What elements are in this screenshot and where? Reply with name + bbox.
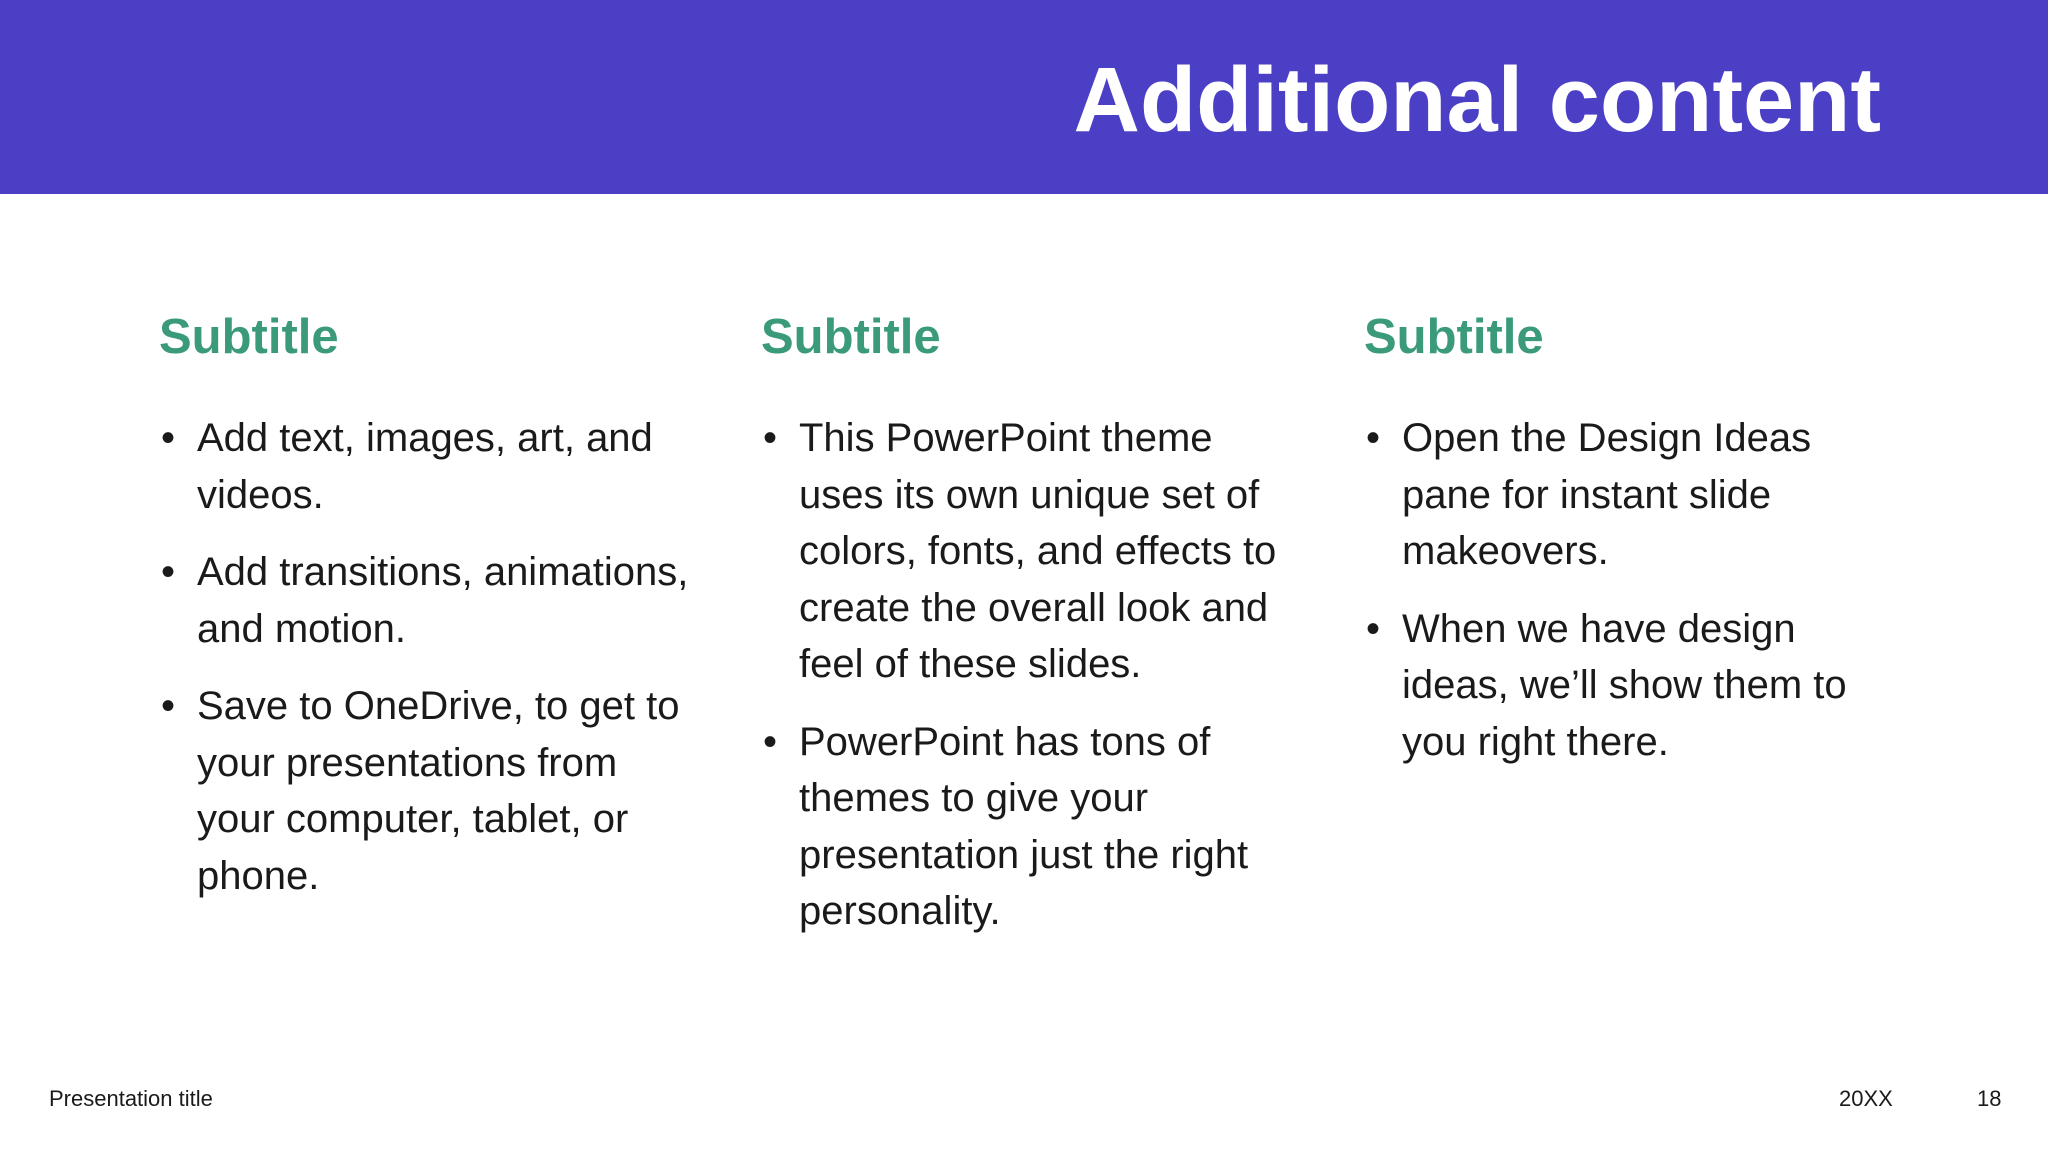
bullet-text: This PowerPoint theme uses its own unique set of colors, fonts, and effects to create the overall look and feel of these slides. bbox=[799, 416, 1277, 686]
footer-presentation-title: Presentation title bbox=[49, 1086, 213, 1111]
content-column-3 bbox=[1364, 304, 1904, 791]
bullet-dot-icon: • bbox=[763, 719, 778, 764]
bullet-text: Add text, images, art, and videos. bbox=[197, 416, 653, 517]
bullet-item bbox=[1364, 410, 1904, 580]
slide-title: Additional content bbox=[1073, 49, 1881, 151]
bullet-item bbox=[159, 678, 699, 904]
bullet-dot-icon: • bbox=[161, 684, 176, 728]
bullet-list bbox=[159, 410, 699, 904]
bullet-list bbox=[761, 410, 1301, 940]
content-column-2 bbox=[761, 304, 1301, 961]
bullet-item bbox=[159, 410, 699, 523]
bullet-dot-icon: • bbox=[763, 416, 778, 460]
column-subtitle: Subtitle bbox=[159, 310, 339, 364]
header-band bbox=[0, 0, 2048, 194]
bullet-item bbox=[1364, 601, 1904, 771]
footer-page-number: 18 bbox=[1977, 1086, 2002, 1111]
bullet-dot-icon: • bbox=[1366, 416, 1381, 460]
column-subtitle: Subtitle bbox=[761, 310, 941, 364]
bullet-item bbox=[761, 714, 1301, 940]
bullet-text: Open the Design Ideas pane for instant slide makeovers. bbox=[1402, 416, 1812, 573]
bullet-text: When we have design ideas, we’ll show them to you right there. bbox=[1402, 606, 1847, 764]
bullet-item bbox=[761, 410, 1301, 693]
bullet-dot-icon: • bbox=[161, 550, 176, 594]
content-column-1 bbox=[159, 304, 699, 925]
footer-date: 20XX bbox=[1839, 1086, 1893, 1111]
bullet-list bbox=[1364, 410, 1904, 770]
bullet-dot-icon: • bbox=[161, 416, 176, 460]
bullet-dot-icon: • bbox=[1366, 606, 1381, 651]
bullet-item bbox=[159, 544, 699, 657]
bullet-text: Save to OneDrive, to get to your presentations from your computer, tablet, or phone. bbox=[197, 684, 680, 898]
bullet-text: Add transitions, animations, and motion. bbox=[197, 550, 689, 651]
bullet-text: PowerPoint has tons of themes to give your presentation just the right personality. bbox=[799, 719, 1249, 933]
column-subtitle: Subtitle bbox=[1364, 310, 1544, 364]
